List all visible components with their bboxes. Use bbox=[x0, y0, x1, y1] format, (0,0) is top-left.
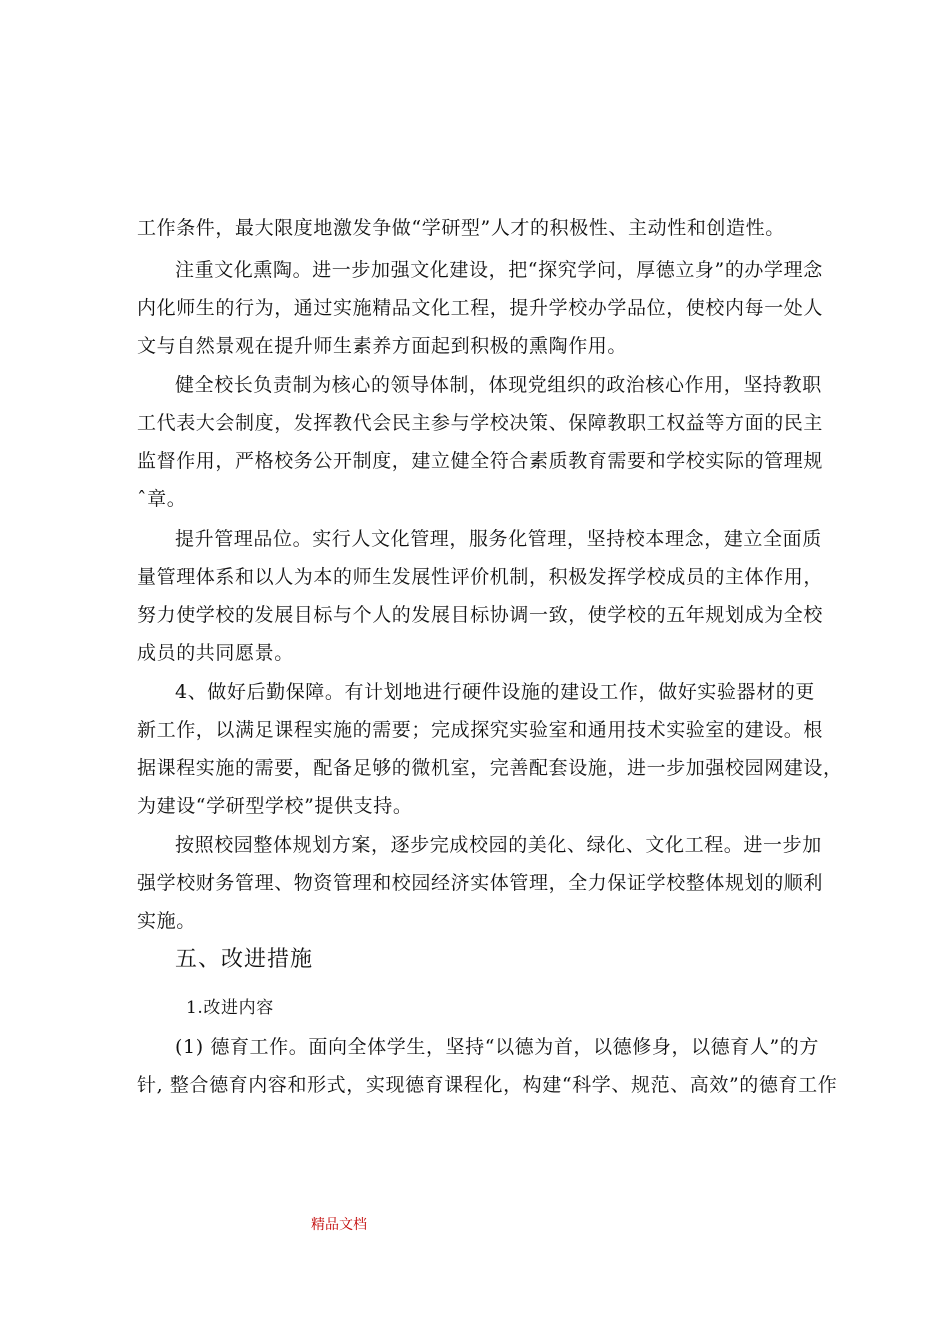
text-line: 针, 整合德育内容和形式，实现德育课程化，构建“科学、规范、高效”的德育工作 bbox=[137, 1074, 838, 1096]
text-line: 工代表大会制度，发挥教代会民主参与学校决策、保障教职工权益等方面的民主 bbox=[137, 412, 824, 434]
text-line: ˆ章。 bbox=[137, 488, 187, 510]
text-line: 文与自然景观在提升师生素养方面起到积极的熏陶作用。 bbox=[137, 335, 628, 357]
text-line: 新工作，以满足课程实施的需要；完成探究实验室和通用技术实验室的建设。根 bbox=[137, 719, 824, 741]
text-line: 工作条件，最大限度地激发争做“学研型”人才的积极性、主动性和创造性。 bbox=[137, 217, 785, 239]
text-line: 监督作用，严格校务公开制度，建立健全符合素质教育需要和学校实际的管理规 bbox=[137, 450, 824, 472]
paragraph-first-line: 注重文化熏陶。进一步加强文化建设，把“探究学问，厚德立身”的办学理念 bbox=[175, 259, 823, 281]
text-line: 成员的共同愿景。 bbox=[137, 642, 294, 664]
text-line: 量管理体系和以人为本的师生发展性评价机制，积极发挥学校成员的主体作用， bbox=[137, 566, 824, 588]
subsection-heading: 1.改进内容 bbox=[186, 998, 274, 1018]
text-line: 内化师生的行为，通过实施精品文化工程，提升学校办学品位，使校内每一处人 bbox=[137, 297, 824, 319]
text-line: 努力使学校的发展目标与个人的发展目标协调一致，使学校的五年规划成为全校 bbox=[137, 604, 824, 626]
text-line: 据课程实施的需要，配备足够的微机室，完善配套设施，进一步加强校园网建设， bbox=[137, 757, 843, 779]
paragraph-first-line: 按照校园整体规划方案，逐步完成校园的美化、绿化、文化工程。进一步加 bbox=[175, 834, 822, 856]
paragraph-first-line: 提升管理品位。实行人文化管理，服务化管理，坚持校本理念，建立全面质 bbox=[175, 528, 822, 550]
paragraph-first-line: 4、做好后勤保障。有计划地进行硬件设施的建设工作，做好实验器材的更 bbox=[175, 681, 815, 703]
text-line: 强学校财务管理、物资管理和校园经济实体管理，全力保证学校整体规划的顺利 bbox=[137, 872, 824, 894]
text-line: 实施。 bbox=[137, 910, 196, 932]
paragraph-first-line: (1) 德育工作。面向全体学生，坚持“以德为首，以德修身，以德育人”的方 bbox=[175, 1036, 819, 1058]
text-line: 为建设“学研型学校”提供支持。 bbox=[137, 795, 413, 817]
paragraph-first-line: 健全校长负责制为核心的领导体制，体现党组织的政治核心作用，坚持教职 bbox=[175, 374, 822, 396]
footer-label: 精品文档 bbox=[311, 1217, 367, 1233]
section-heading: 五、改进措施 bbox=[175, 947, 314, 972]
